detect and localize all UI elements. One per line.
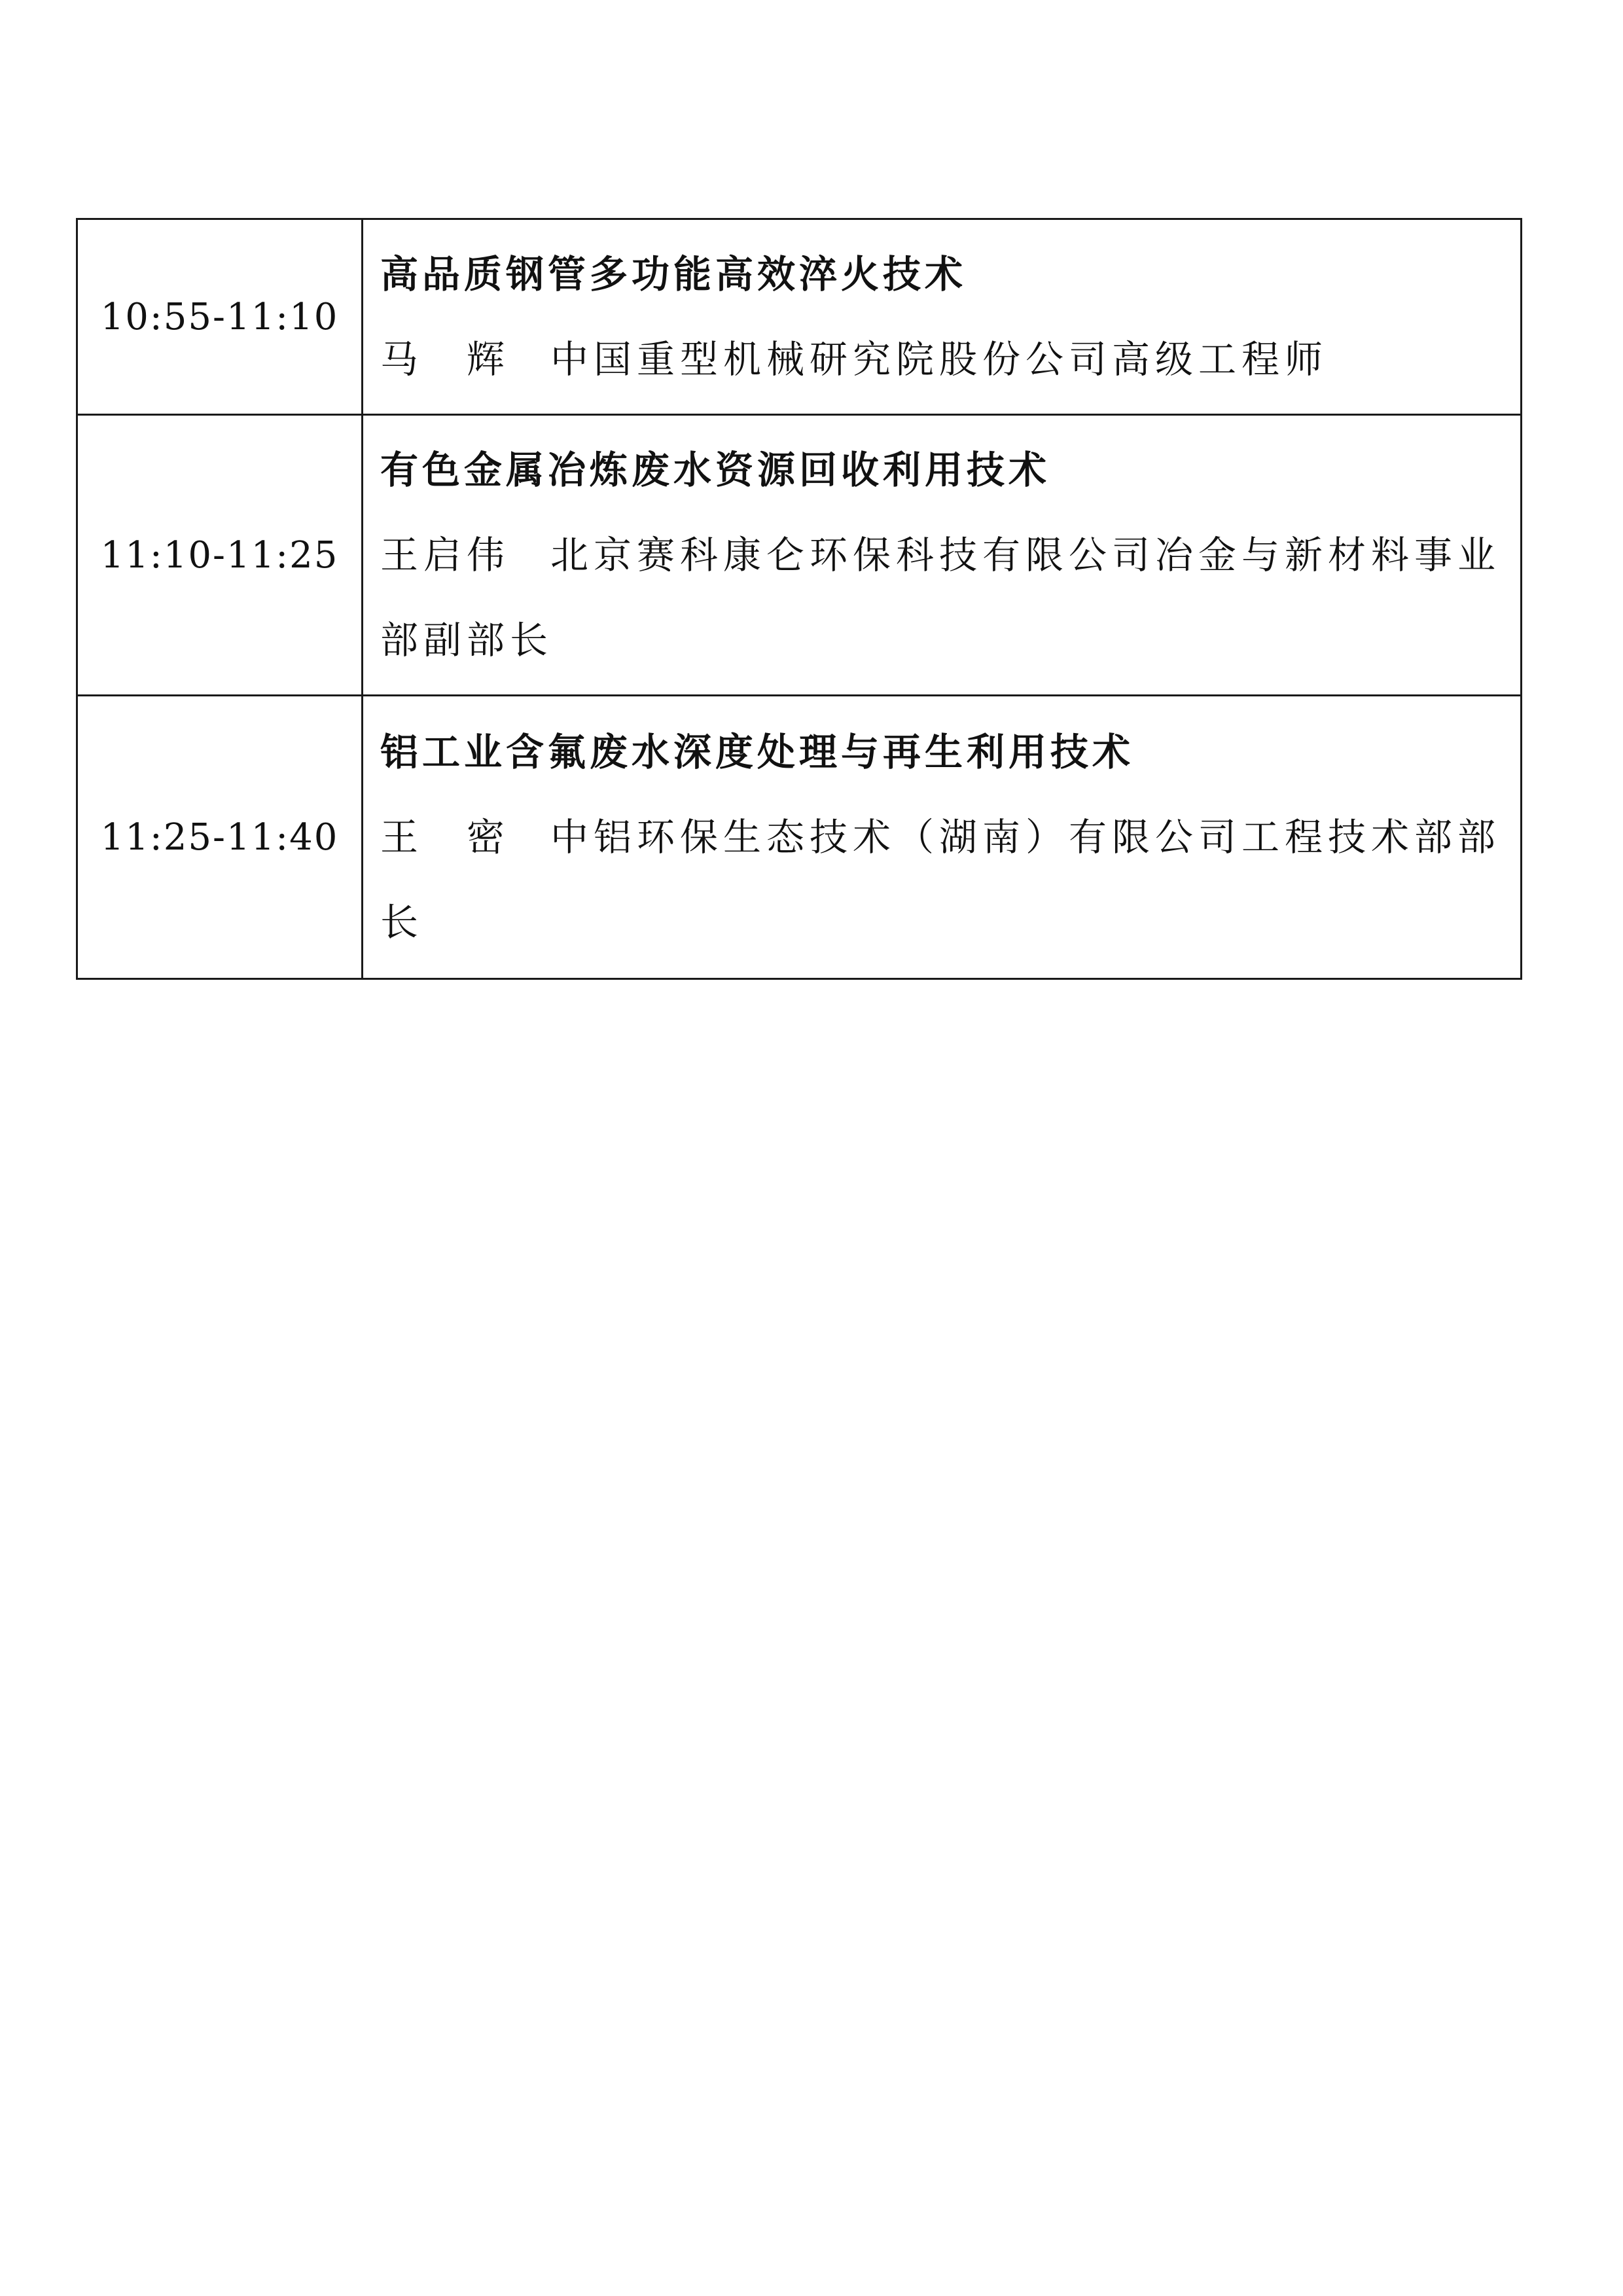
talk-title: 有色金属冶炼废水资源回收利用技术 <box>380 448 1051 492</box>
talk-cell <box>363 415 1522 696</box>
schedule-row <box>77 219 1522 415</box>
speaker-affiliation: 中国重型机械研究院股份公司高级工程师 <box>550 337 1329 382</box>
talk-title: 高品质钢管多功能高效淬火技术 <box>380 252 967 296</box>
talk-speaker-line <box>380 512 1507 683</box>
talk-speaker-line <box>380 317 1507 402</box>
speaker-name: 王启伟 <box>380 533 510 577</box>
speaker-name: 马 辉 <box>380 337 510 382</box>
speaker-affiliation: 北京赛科康仑环保科技有限公司冶金与新材料事业部副部长 <box>380 533 1501 662</box>
talk-title: 铝工业含氟废水深度处理与再生利用技术 <box>380 730 1135 774</box>
schedule-row <box>77 415 1522 696</box>
talk-cell <box>363 219 1522 415</box>
speaker-affiliation: 中铝环保生态技术（湖南）有限公司工程技术部部长 <box>380 815 1501 944</box>
time-slot: 11:10-11:25 <box>77 415 363 696</box>
schedule-row <box>77 696 1522 979</box>
time-slot: 11:25-11:40 <box>77 696 363 979</box>
talk-cell <box>363 696 1522 979</box>
speaker-name: 王 密 <box>380 815 510 859</box>
schedule-table <box>76 218 1522 980</box>
talk-speaker-line <box>380 795 1507 965</box>
time-slot: 10:55-11:10 <box>77 219 363 415</box>
